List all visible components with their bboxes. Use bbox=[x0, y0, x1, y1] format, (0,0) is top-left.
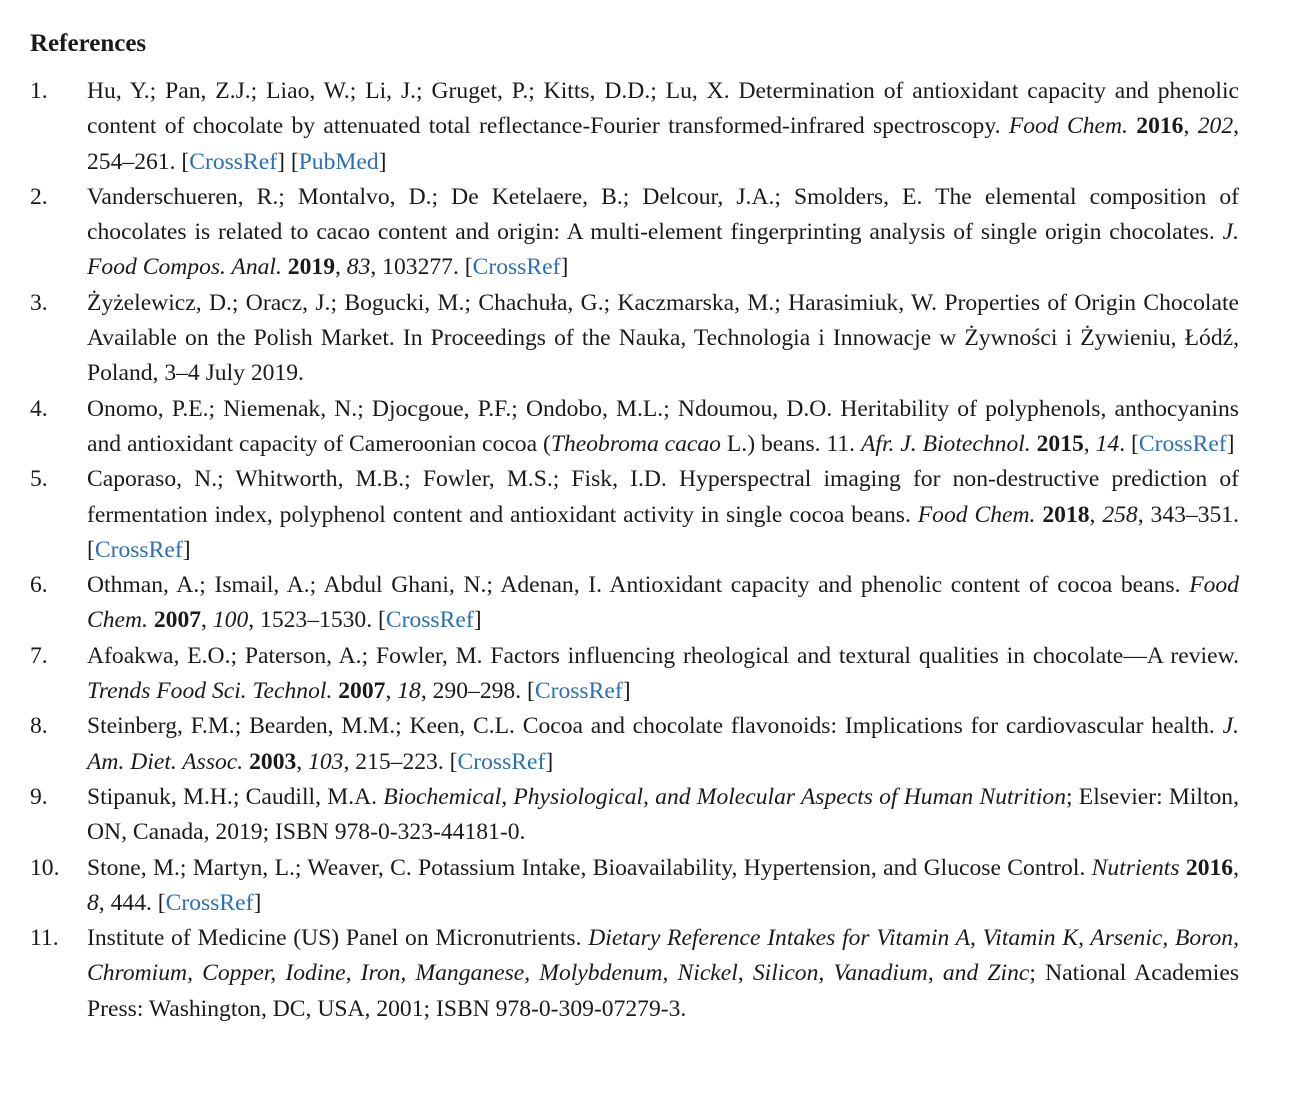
reference-italic-text: 18 bbox=[397, 678, 421, 705]
reference-text bbox=[87, 184, 1239, 281]
reference-text-segment: ; Elsevier: Milton, ON, Canada, 2019; ISBN 978-0-323-44181-0. bbox=[87, 783, 1240, 846]
reference-italic-text: Food Chem. bbox=[917, 501, 1036, 528]
reference-text-segment: , 215–223. [ bbox=[343, 748, 458, 775]
crossref-link[interactable]: CrossRef bbox=[385, 607, 474, 634]
reference-italic-text: 14 bbox=[1095, 430, 1120, 457]
reference-italic-text: Food Chem. bbox=[1008, 113, 1128, 140]
reference-italic-text: Afr. J. Biotechnol. bbox=[860, 430, 1031, 457]
reference-text-segment: Hu, Y.; Pan, Z.J.; Liao, W.; Li, J.; Gruget, P.; Kitts, D.D.; Lu, X. Determination of antioxidant capacity and phenolic content of chocolate by attenuated total reflectance-Fourier transformed-infrared spectroscopy. bbox=[87, 78, 1239, 140]
reference-italic-text: Dietary Reference Intakes for Vitamin A, Vitamin K, Arsenic, Boron, Chromium, Copper, Iodine, Iron, Manganese, Molybdenum, Nickel, Silicon, Vanadium, and Zinc bbox=[87, 925, 1239, 987]
reference-text-segment: , 103277. [ bbox=[370, 254, 473, 281]
reference-text-segment: Vanderschueren, R.; Montalvo, D.; De Ketelaere, B.; Delcour, J.A.; Smolders, E. The elemental composition of chocolates is related to cacao content and origin: A multi-element fingerprinting analysis of single origin chocolates. bbox=[87, 183, 1239, 246]
reference-item bbox=[30, 568, 1239, 639]
reference-italic-text: J. Food Compos. Anal. bbox=[87, 219, 1239, 281]
reference-text-segment: ] bbox=[545, 748, 554, 775]
reference-text bbox=[87, 572, 1239, 633]
reference-number: 7. bbox=[30, 642, 48, 669]
reference-text-segment: ] bbox=[560, 254, 569, 281]
reference-text-segment: Institute of Medicine (US) Panel on Micronutrients. bbox=[87, 925, 589, 952]
reference-item bbox=[30, 286, 1239, 392]
reference-text-segment: L.) beans. 11. bbox=[720, 430, 861, 457]
reference-text bbox=[87, 466, 1239, 563]
reference-text-segment: Steinberg, F.M.; Bearden, M.M.; Keen, C.L. Cocoa and chocolate flavonoids: Implications for cardiovascular health. bbox=[87, 713, 1223, 740]
references-heading: References bbox=[30, 30, 147, 57]
reference-year: 2016 bbox=[1185, 854, 1234, 881]
pubmed-link[interactable]: PubMed bbox=[298, 148, 379, 175]
reference-text-segment: Stipanuk, M.H.; Caudill, M.A. bbox=[87, 783, 384, 810]
reference-text-segment: , bbox=[1233, 854, 1239, 881]
reference-text-segment: . [ bbox=[1119, 430, 1139, 457]
reference-item bbox=[30, 921, 1239, 1027]
crossref-link[interactable]: CrossRef bbox=[534, 678, 623, 705]
reference-text bbox=[87, 855, 1239, 916]
reference-item bbox=[30, 74, 1239, 180]
crossref-link[interactable]: CrossRef bbox=[94, 536, 183, 563]
reference-text bbox=[87, 643, 1239, 704]
reference-text-segment: , 254–261. [ bbox=[87, 113, 1240, 175]
reference-text-segment: Żyżelewicz, D.; Oracz, J.; Bogucki, M.; Chachuła, G.; Kaczmarska, M.; Harasimiuk, W. Properties of Origin Chocolate Available on the Polish Market. In Proceedings of the Nauka, Technologia i Innowacje w Żywności i Żywieniu, Łódź, Poland, 3–4 July 2019. bbox=[87, 289, 1239, 387]
reference-italic-text: Biochemical, Physiological, and Molecular Aspects of Human Nutrition bbox=[383, 783, 1066, 810]
reference-item bbox=[30, 709, 1239, 780]
crossref-link[interactable]: CrossRef bbox=[1138, 430, 1227, 457]
reference-text-segment: ] bbox=[473, 607, 482, 634]
reference-text-segment: , bbox=[1183, 113, 1198, 140]
reference-text-segment: , bbox=[1089, 501, 1103, 528]
reference-item bbox=[30, 462, 1239, 568]
reference-text bbox=[87, 396, 1239, 457]
reference-number: 3. bbox=[30, 289, 48, 316]
reference-item bbox=[30, 780, 1239, 851]
reference-item bbox=[30, 392, 1239, 463]
reference-item bbox=[30, 851, 1239, 922]
reference-year: 2007 bbox=[338, 678, 386, 705]
reference-italic-text: Trends Food Sci. Technol. bbox=[87, 678, 333, 705]
reference-italic-text: Theobroma cacao bbox=[550, 430, 721, 457]
crossref-link[interactable]: CrossRef bbox=[472, 254, 561, 281]
reference-italic-text: 83 bbox=[346, 254, 371, 281]
reference-text-segment: ] bbox=[378, 148, 387, 175]
reference-text-segment: Afoakwa, E.O.; Paterson, A.; Fowler, M. Factors influencing rheological and textural qualities in chocolate—A review. bbox=[87, 642, 1239, 669]
reference-text bbox=[87, 78, 1239, 175]
reference-italic-text: 202 bbox=[1197, 113, 1234, 140]
reference-text-segment: , 1523–1530. [ bbox=[248, 607, 386, 634]
reference-text-segment: , 290–298. [ bbox=[420, 678, 535, 705]
reference-year: 2018 bbox=[1042, 501, 1090, 528]
reference-text-segment: ] bbox=[253, 889, 262, 916]
reference-italic-text: Food Chem. bbox=[87, 572, 1239, 634]
reference-number: 11. bbox=[30, 925, 59, 952]
reference-text-segment: , 343–351. [ bbox=[87, 501, 1240, 563]
reference-italic-text: 103 bbox=[308, 748, 344, 775]
reference-italic-text: 8 bbox=[87, 889, 99, 916]
reference-text-segment: , bbox=[385, 678, 398, 705]
reference-text bbox=[87, 925, 1239, 1022]
reference-text bbox=[87, 290, 1239, 387]
reference-text-segment: , bbox=[296, 748, 309, 775]
reference-text-segment: ] [ bbox=[277, 148, 299, 175]
reference-text-segment: ] bbox=[622, 678, 631, 705]
reference-number: 6. bbox=[30, 572, 48, 599]
reference-text-segment: Othman, A.; Ismail, A.; Abdul Ghani, N.; Adenan, I. Antioxidant capacity and phenolic content of cocoa beans. bbox=[87, 572, 1190, 599]
reference-text-segment: ] bbox=[182, 536, 191, 563]
reference-text bbox=[87, 784, 1239, 845]
reference-italic-text: J. Am. Diet. Assoc. bbox=[87, 713, 1239, 775]
reference-number: 9. bbox=[30, 783, 48, 810]
references-list bbox=[30, 74, 1239, 1027]
reference-text-segment: ] bbox=[1226, 430, 1235, 457]
reference-year: 2007 bbox=[153, 607, 202, 634]
reference-text-segment: , bbox=[1083, 430, 1096, 457]
reference-text-segment: Caporaso, N.; Whitworth, M.B.; Fowler, M.S.; Fisk, I.D. Hyperspectral imaging for non-destructive prediction of fermentation index, polyphenol content and antioxidant activity in single cocoa beans. bbox=[87, 466, 1239, 528]
reference-text bbox=[87, 713, 1239, 774]
reference-number: 5. bbox=[30, 466, 48, 493]
reference-year: 2015 bbox=[1036, 430, 1084, 457]
reference-text-segment: Onomo, P.E.; Niemenak, N.; Djocgoue, P.F.; Ondobo, M.L.; Ndoumou, D.O. Heritability of polyphenols, anthocyanins and antioxidant capacity of Cameroonian cocoa ( bbox=[87, 395, 1239, 457]
reference-italic-text: 258 bbox=[1102, 501, 1138, 528]
crossref-link[interactable]: CrossRef bbox=[457, 748, 546, 775]
crossref-link[interactable]: CrossRef bbox=[189, 148, 278, 175]
reference-year: 2003 bbox=[249, 748, 297, 775]
reference-text-segment: , bbox=[334, 254, 347, 281]
reference-italic-text: Nutrients bbox=[1091, 854, 1180, 881]
crossref-link[interactable]: CrossRef bbox=[165, 889, 254, 916]
reference-item bbox=[30, 180, 1239, 286]
reference-number: 2. bbox=[30, 183, 48, 210]
reference-number: 10. bbox=[30, 854, 60, 881]
reference-italic-text: 100 bbox=[212, 607, 249, 634]
reference-number: 8. bbox=[30, 713, 48, 740]
reference-year: 2019 bbox=[287, 254, 335, 281]
reference-year: 2016 bbox=[1136, 113, 1184, 140]
reference-number: 4. bbox=[30, 395, 48, 422]
reference-number: 1. bbox=[30, 78, 48, 104]
reference-text-segment: , bbox=[201, 607, 213, 634]
reference-text-segment: Stone, M.; Martyn, L.; Weaver, C. Potassium Intake, Bioavailability, Hypertension, and Glucose Control. bbox=[87, 854, 1092, 881]
reference-item bbox=[30, 639, 1239, 710]
reference-text-segment: , 444. [ bbox=[98, 889, 166, 916]
reference-text-segment: ; National Academies Press: Washington, DC, USA, 2001; ISBN 978-0-309-07279-3. bbox=[87, 960, 1239, 1022]
